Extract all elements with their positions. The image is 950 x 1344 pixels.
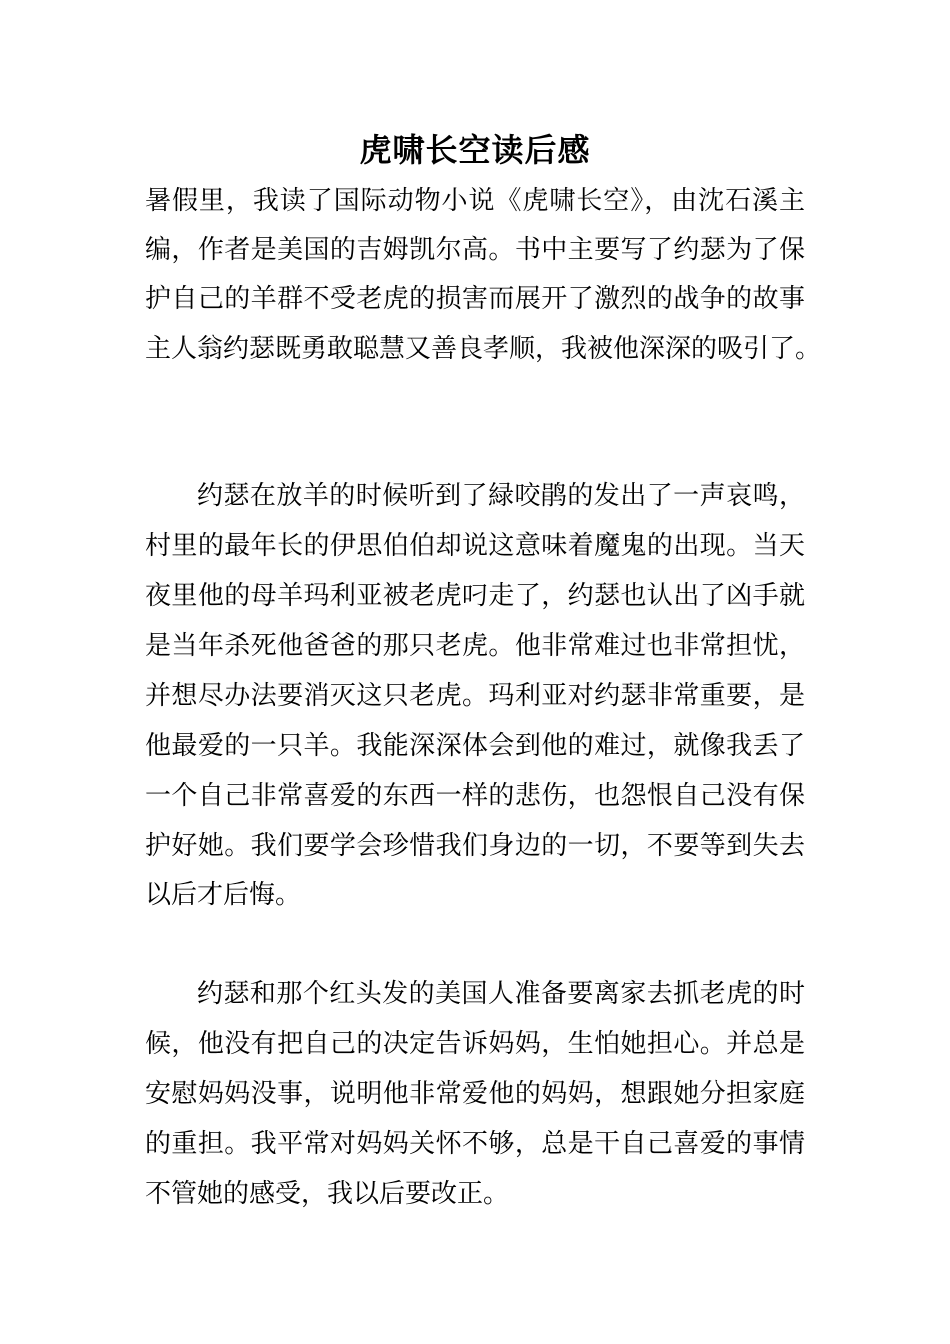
paragraph-3-line-3: 安慰妈妈没事，说明他非常爱他的妈妈，想跟她分担家庭 [145,1079,805,1109]
paragraph-2-line-2: 村里的最年长的伊思伯伯却说这意味着魔鬼的出现。当天 [145,531,805,561]
paragraph-1-line-1: 暑假里，我读了国际动物小说《虎啸长空》，由沈石溪主 [145,186,805,216]
paragraph-3-line-2: 候，他没有把自己的决定告诉妈妈，生怕她担心。并总是 [145,1029,805,1059]
document-title: 虎啸长空读后感 [359,131,591,169]
paragraph-2-line-3: 夜里他的母羊玛利亚被老虎叼走了，约瑟也认出了凶手就 [145,581,805,611]
paragraph-3-line-4: 的重担。我平常对妈妈关怀不够，总是干自己喜爱的事情 [145,1129,805,1159]
paragraph-1-line-3: 护自己的羊群不受老虎的损害而展开了激烈的战争的故事 [145,284,805,314]
paragraph-2-line-7: 一个自己非常喜爱的东西一样的悲伤，也怨恨自己没有保 [145,781,805,811]
paragraph-2-line-5: 并想尽办法要消灭这只老虎。玛利亚对约瑟非常重要，是 [145,681,805,711]
paragraph-2-line-1: 约瑟在放羊的时候听到了緑咬鹃的发出了一声哀鸣， [197,481,805,511]
paragraph-2-line-4: 是当年杀死他爸爸的那只老虎。他非常难过也非常担忧， [145,631,805,661]
paragraph-2-line-9: 以后才后悔。 [145,880,302,910]
paragraph-2-line-6: 他最爱的一只羊。我能深深体会到他的难过，就像我丢了 [145,731,805,761]
paragraph-2-line-8: 护好她。我们要学会珍惜我们身边的一切，不要等到失去 [145,831,805,861]
paragraph-1-line-2: 编，作者是美国的吉姆凯尔高。书中主要写了约瑟为了保 [145,235,805,265]
paragraph-1-line-4: 主人翁约瑟既勇敢聪慧又善良孝顺，我被他深深的吸引了。 [145,334,822,364]
paragraph-3-line-1: 约瑟和那个红头发的美国人准备要离家去抓老虎的时 [197,979,805,1009]
paragraph-3-line-5: 不管她的感受，我以后要改正。 [145,1179,510,1209]
